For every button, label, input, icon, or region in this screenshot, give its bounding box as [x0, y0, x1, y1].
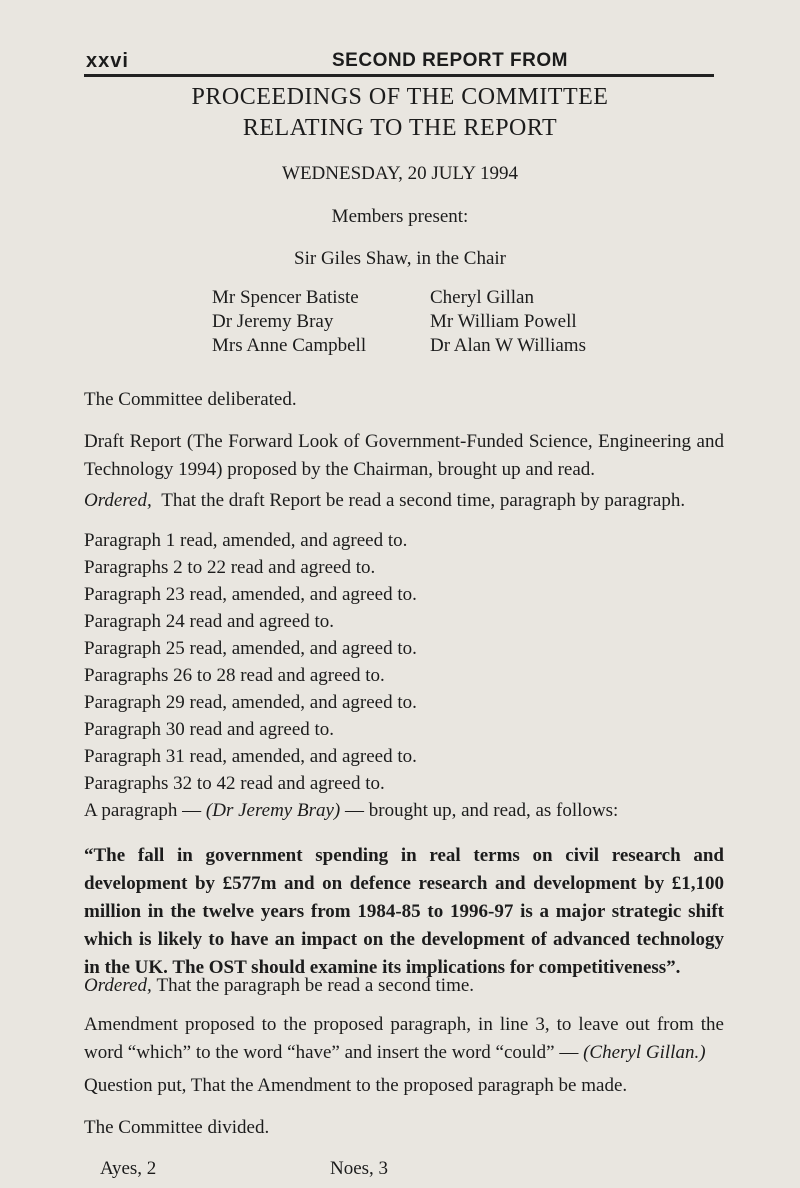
draft-report-paragraph: Draft Report (The Forward Look of Government-Funded Science, Engineering and Technology 1994) proposed by the Chairman, brought up and read.: [84, 431, 724, 480]
noes-label: Noes, 3: [330, 1158, 389, 1179]
ordered-text: That the paragraph be read a second time.: [156, 975, 475, 996]
member-left-2: Dr Jeremy Bray: [212, 311, 334, 332]
paragraph-line: Paragraph 29 read, amended, and agreed to.: [84, 692, 417, 713]
paragraph-line: Paragraphs 26 to 28 read and agreed to.: [84, 665, 385, 686]
new-paragraph-intro: A paragraph —: [84, 800, 202, 821]
ordered-label: Ordered,: [84, 975, 152, 996]
amendment-paragraph: [84, 1011, 724, 1067]
amendment-text: Amendment proposed to the proposed paragraph, in line 3, to leave out from the word “which” to the word “have” and insert the word “could” —: [84, 1014, 724, 1063]
members-present-label: Members present:: [331, 206, 469, 227]
ordered-first-reading: [84, 490, 685, 512]
ordered-text: That the draft Report be read a second time, paragraph by paragraph.: [161, 490, 686, 511]
ayes-label: Ayes, 2: [100, 1158, 157, 1179]
paragraph-line: Paragraph 31 read, amended, and agreed to.: [84, 746, 417, 767]
title-line-1: PROCEEDINGS OF THE COMMITTEE: [191, 84, 609, 110]
member-left-1: Mr Spencer Batiste: [212, 287, 359, 308]
member-right-3: Dr Alan W Williams: [430, 335, 586, 356]
paragraph-line: Paragraph 24 read and agreed to.: [84, 611, 335, 632]
paragraph-line: Paragraph 23 read, amended, and agreed to.: [84, 584, 417, 605]
title-line-2: RELATING TO THE REPORT: [242, 115, 558, 141]
paragraph-line: Paragraph 30 read and agreed to.: [84, 719, 335, 740]
new-paragraph-mover: (Dr Jeremy Bray): [205, 800, 341, 821]
running-head: SECOND REPORT FROM: [332, 50, 568, 71]
paragraph-line: Paragraph 1 read, amended, and agreed to.: [84, 530, 408, 551]
chair-line: Sir Giles Shaw, in the Chair: [294, 248, 506, 269]
header-rule: [84, 74, 714, 77]
member-left-3: Mrs Anne Campbell: [212, 335, 367, 356]
amendment-mover: (Cheryl Gillan.): [583, 1042, 706, 1063]
ordered-second-reading: [84, 975, 474, 997]
deliberated-line: The Committee deliberated.: [84, 389, 297, 410]
paragraph-line: Paragraphs 32 to 42 read and agreed to.: [84, 773, 385, 794]
ordered-label: Ordered,: [84, 490, 152, 511]
proposed-paragraph-quote: “The fall in government spending in real terms on civil research and development by £577m and on defence research and development by £1,100 million in the twelve years from 1984-85 to 1996-97 is a major strategic shift which is likely to have an impact on the development of advanced technology in the UK. The OST should examine its implications for competitiveness”.: [84, 845, 724, 978]
paragraph-line: Paragraph 25 read, amended, and agreed to.: [84, 638, 417, 659]
page-number: xxvi: [86, 50, 129, 72]
paragraph-line: Paragraphs 2 to 22 read and agreed to.: [84, 557, 376, 578]
question-line: Question put, That the Amendment to the proposed paragraph be made.: [84, 1075, 628, 1096]
meeting-date: WEDNESDAY, 20 JULY 1994: [282, 163, 518, 184]
new-paragraph-outro: — brought up, and read, as follows:: [345, 800, 619, 821]
member-right-1: Cheryl Gillan: [430, 287, 534, 308]
member-right-2: Mr William Powell: [430, 311, 577, 332]
new-paragraph-line: [84, 800, 618, 822]
divided-line: The Committee divided.: [84, 1117, 270, 1138]
